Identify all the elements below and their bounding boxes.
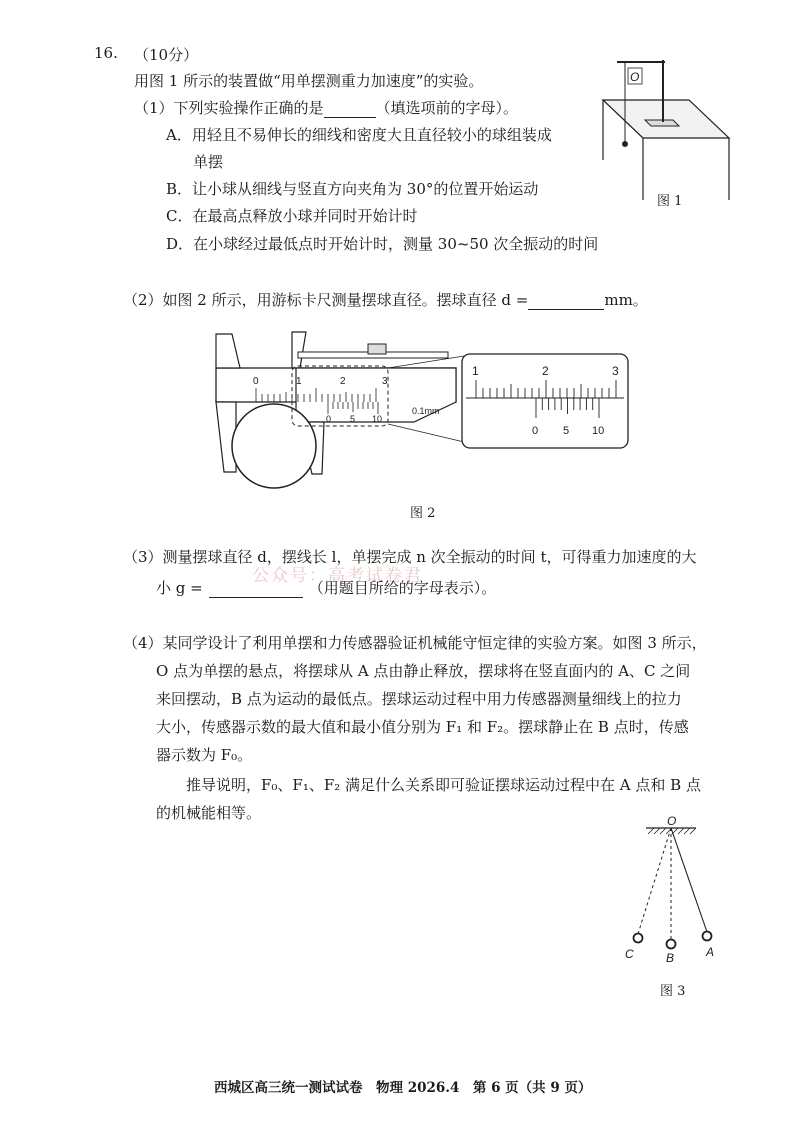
part4-line4: 大小，传感器示数的最大值和最小值分别为 F₁ 和 F₂。摆球静止在 B 点时，传感 xyxy=(156,718,689,736)
question-intro: 用图 1 所示的装置做“用单摆测重力加速度”的实验。 xyxy=(134,72,484,90)
part4-line2: O 点为单摆的悬点，将摆球从 A 点由静止释放，摆球将在竖直面内的 A、C 之间 xyxy=(156,662,691,680)
main-scale-label-3: 3 xyxy=(382,376,388,387)
question-score: （10分） xyxy=(134,46,199,64)
part3-prefix: 小 g = xyxy=(156,579,203,597)
vernier-label-10: 10 xyxy=(372,414,383,424)
zoom-main-label-1: 1 xyxy=(472,364,479,378)
part4-para2-line2: 的机械能相等。 xyxy=(156,804,262,822)
part2-stem-text: （2）如图 2 所示，用游标卡尺测量摆球直径。摆球直径 d = xyxy=(123,291,529,309)
figure3-label-c: C xyxy=(625,947,634,961)
main-scale-label-2: 2 xyxy=(340,376,346,387)
part2-stem xyxy=(123,289,648,310)
figure1-pendulum-stand xyxy=(595,50,735,210)
figure3-label-o: O xyxy=(667,814,677,828)
part3-suffix: （用题目所给的字母表示）。 xyxy=(308,579,497,597)
part3-answer-blank[interactable] xyxy=(209,597,303,598)
part1-answer-blank[interactable] xyxy=(324,117,376,118)
option-d: D．在小球经过最低点时开始计时，测量 30~50 次全振动的时间 xyxy=(166,235,599,253)
part1-stem-text: （1）下列实验操作正确的是 xyxy=(134,99,324,117)
option-a-line2: 单摆 xyxy=(193,153,224,171)
part1-hint: （填选项前的字母）。 xyxy=(375,99,519,117)
figure3-caption: 图 3 xyxy=(660,984,686,999)
vernier-label-5: 5 xyxy=(350,414,356,424)
part4-line5: 器示数为 F₀。 xyxy=(156,746,253,764)
part2-answer-blank[interactable] xyxy=(528,309,604,310)
figure2-vernier-caliper xyxy=(196,322,636,500)
part2-unit: mm。 xyxy=(604,291,648,309)
watermark: 公众号：高考试卷君 xyxy=(252,566,423,586)
part3-line2 xyxy=(156,577,496,598)
zoom-vernier-label-5: 5 xyxy=(563,425,570,437)
zoom-vernier-label-0: 0 xyxy=(532,425,539,437)
option-b: B．让小球从细线与竖直方向夹角为 30°的位置开始运动 xyxy=(166,180,539,198)
main-scale-label-1: 1 xyxy=(296,376,302,387)
figure1-o-label: O xyxy=(630,70,640,84)
question-number: 16. xyxy=(94,44,118,62)
figure3-pendulum xyxy=(600,812,740,962)
zoom-main-label-2: 2 xyxy=(542,364,549,378)
part1-stem xyxy=(134,97,518,118)
page-footer: 西城区高三统一测试试卷 物理 2026.4 第 6 页（共 9 页） xyxy=(214,1080,592,1096)
figure2-caption: 图 2 xyxy=(410,506,436,521)
option-c: C．在最高点释放小球并同时开始计时 xyxy=(166,207,418,225)
vernier-label-0: 0 xyxy=(326,414,332,424)
zoom-vernier-label-10: 10 xyxy=(592,425,605,437)
main-scale-label-0: 0 xyxy=(253,376,259,387)
figure1-caption: 图 1 xyxy=(657,194,683,209)
part3-line1: （3）测量摆球直径 d，摆线长 l，单摆完成 n 次全振动的时间 t，可得重力加速度的大 xyxy=(123,548,697,566)
zoom-main-label-3: 3 xyxy=(612,364,619,378)
figure3-label-b: B xyxy=(666,951,675,962)
option-a-line1: A．用轻且不易伸长的细线和密度大且直径较小的球组装成 xyxy=(166,126,552,144)
precision-label: 0.1mm xyxy=(412,406,440,416)
part4-para2-line1: 推导说明，F₀、F₁、F₂ 满足什么关系即可验证摆球运动过程中在 A 点和 B 点 xyxy=(186,776,701,794)
part4-line1: （4）某同学设计了利用单摆和力传感器验证机械能守恒定律的实验方案。如图 3 所示， xyxy=(123,634,707,652)
figure3-label-a: A xyxy=(706,945,715,959)
part4-line3: 来回摆动，B 点为运动的最低点。摆球运动过程中用力传感器测量细线上的拉力 xyxy=(156,690,682,708)
